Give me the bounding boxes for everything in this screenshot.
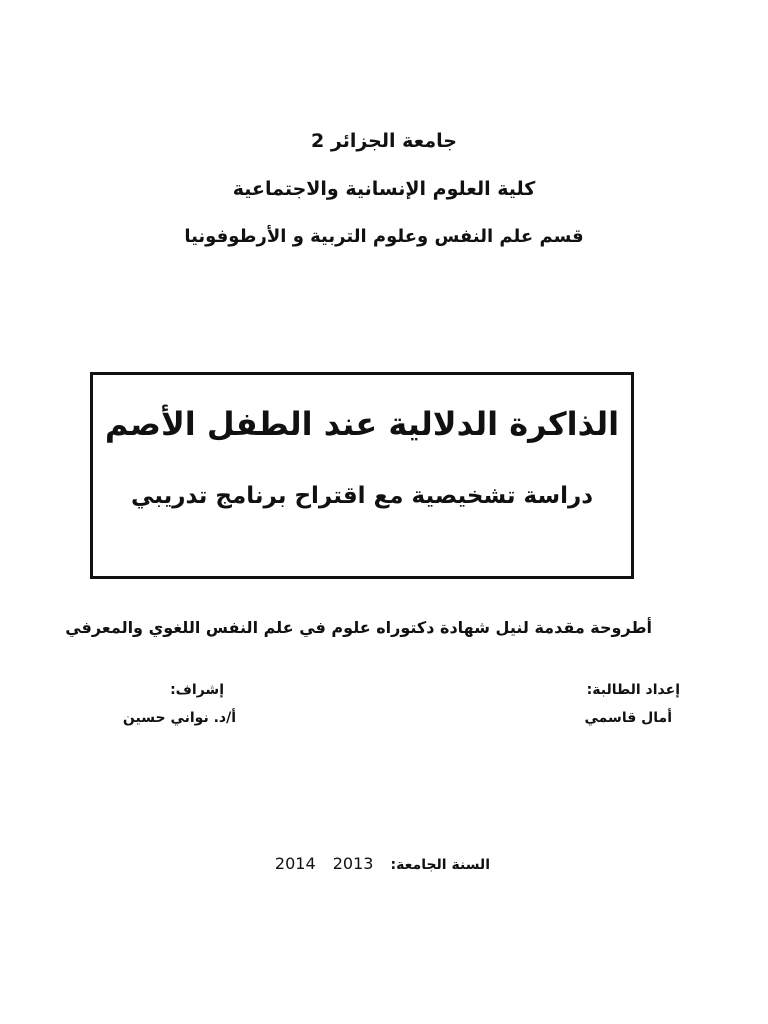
university-name: جامعة الجزائر 2 — [311, 130, 457, 152]
academic-year — [250, 854, 490, 873]
academic-year-start: 2013 — [332, 854, 374, 873]
supervisor-label: إشراف: — [170, 682, 224, 698]
student-label: إعداد الطالبة: — [586, 682, 680, 698]
academic-year-end: 2014 — [274, 854, 316, 873]
academic-year-label: السنة الجامعة: — [390, 857, 490, 873]
faculty-name: كلية العلوم الإنسانية والاجتماعية — [232, 178, 536, 200]
supervisor-name: أ/د. نواني حسين — [122, 710, 236, 726]
thesis-title: الذاكرة الدلالية عند الطفل الأصم — [104, 405, 620, 443]
thesis-statement: أطروحة مقدمة لنيل شهادة دكتوراه علوم في علم النفس اللغوي والمعرفي — [65, 618, 652, 637]
title-box — [90, 372, 634, 579]
thesis-subtitle: دراسة تشخيصية مع اقتراح برنامج تدريبي — [130, 483, 594, 509]
student-name: أمال قاسمي — [584, 710, 672, 726]
department-name: قسم علم النفس وعلوم التربية و الأرطوفونيا — [184, 226, 584, 247]
